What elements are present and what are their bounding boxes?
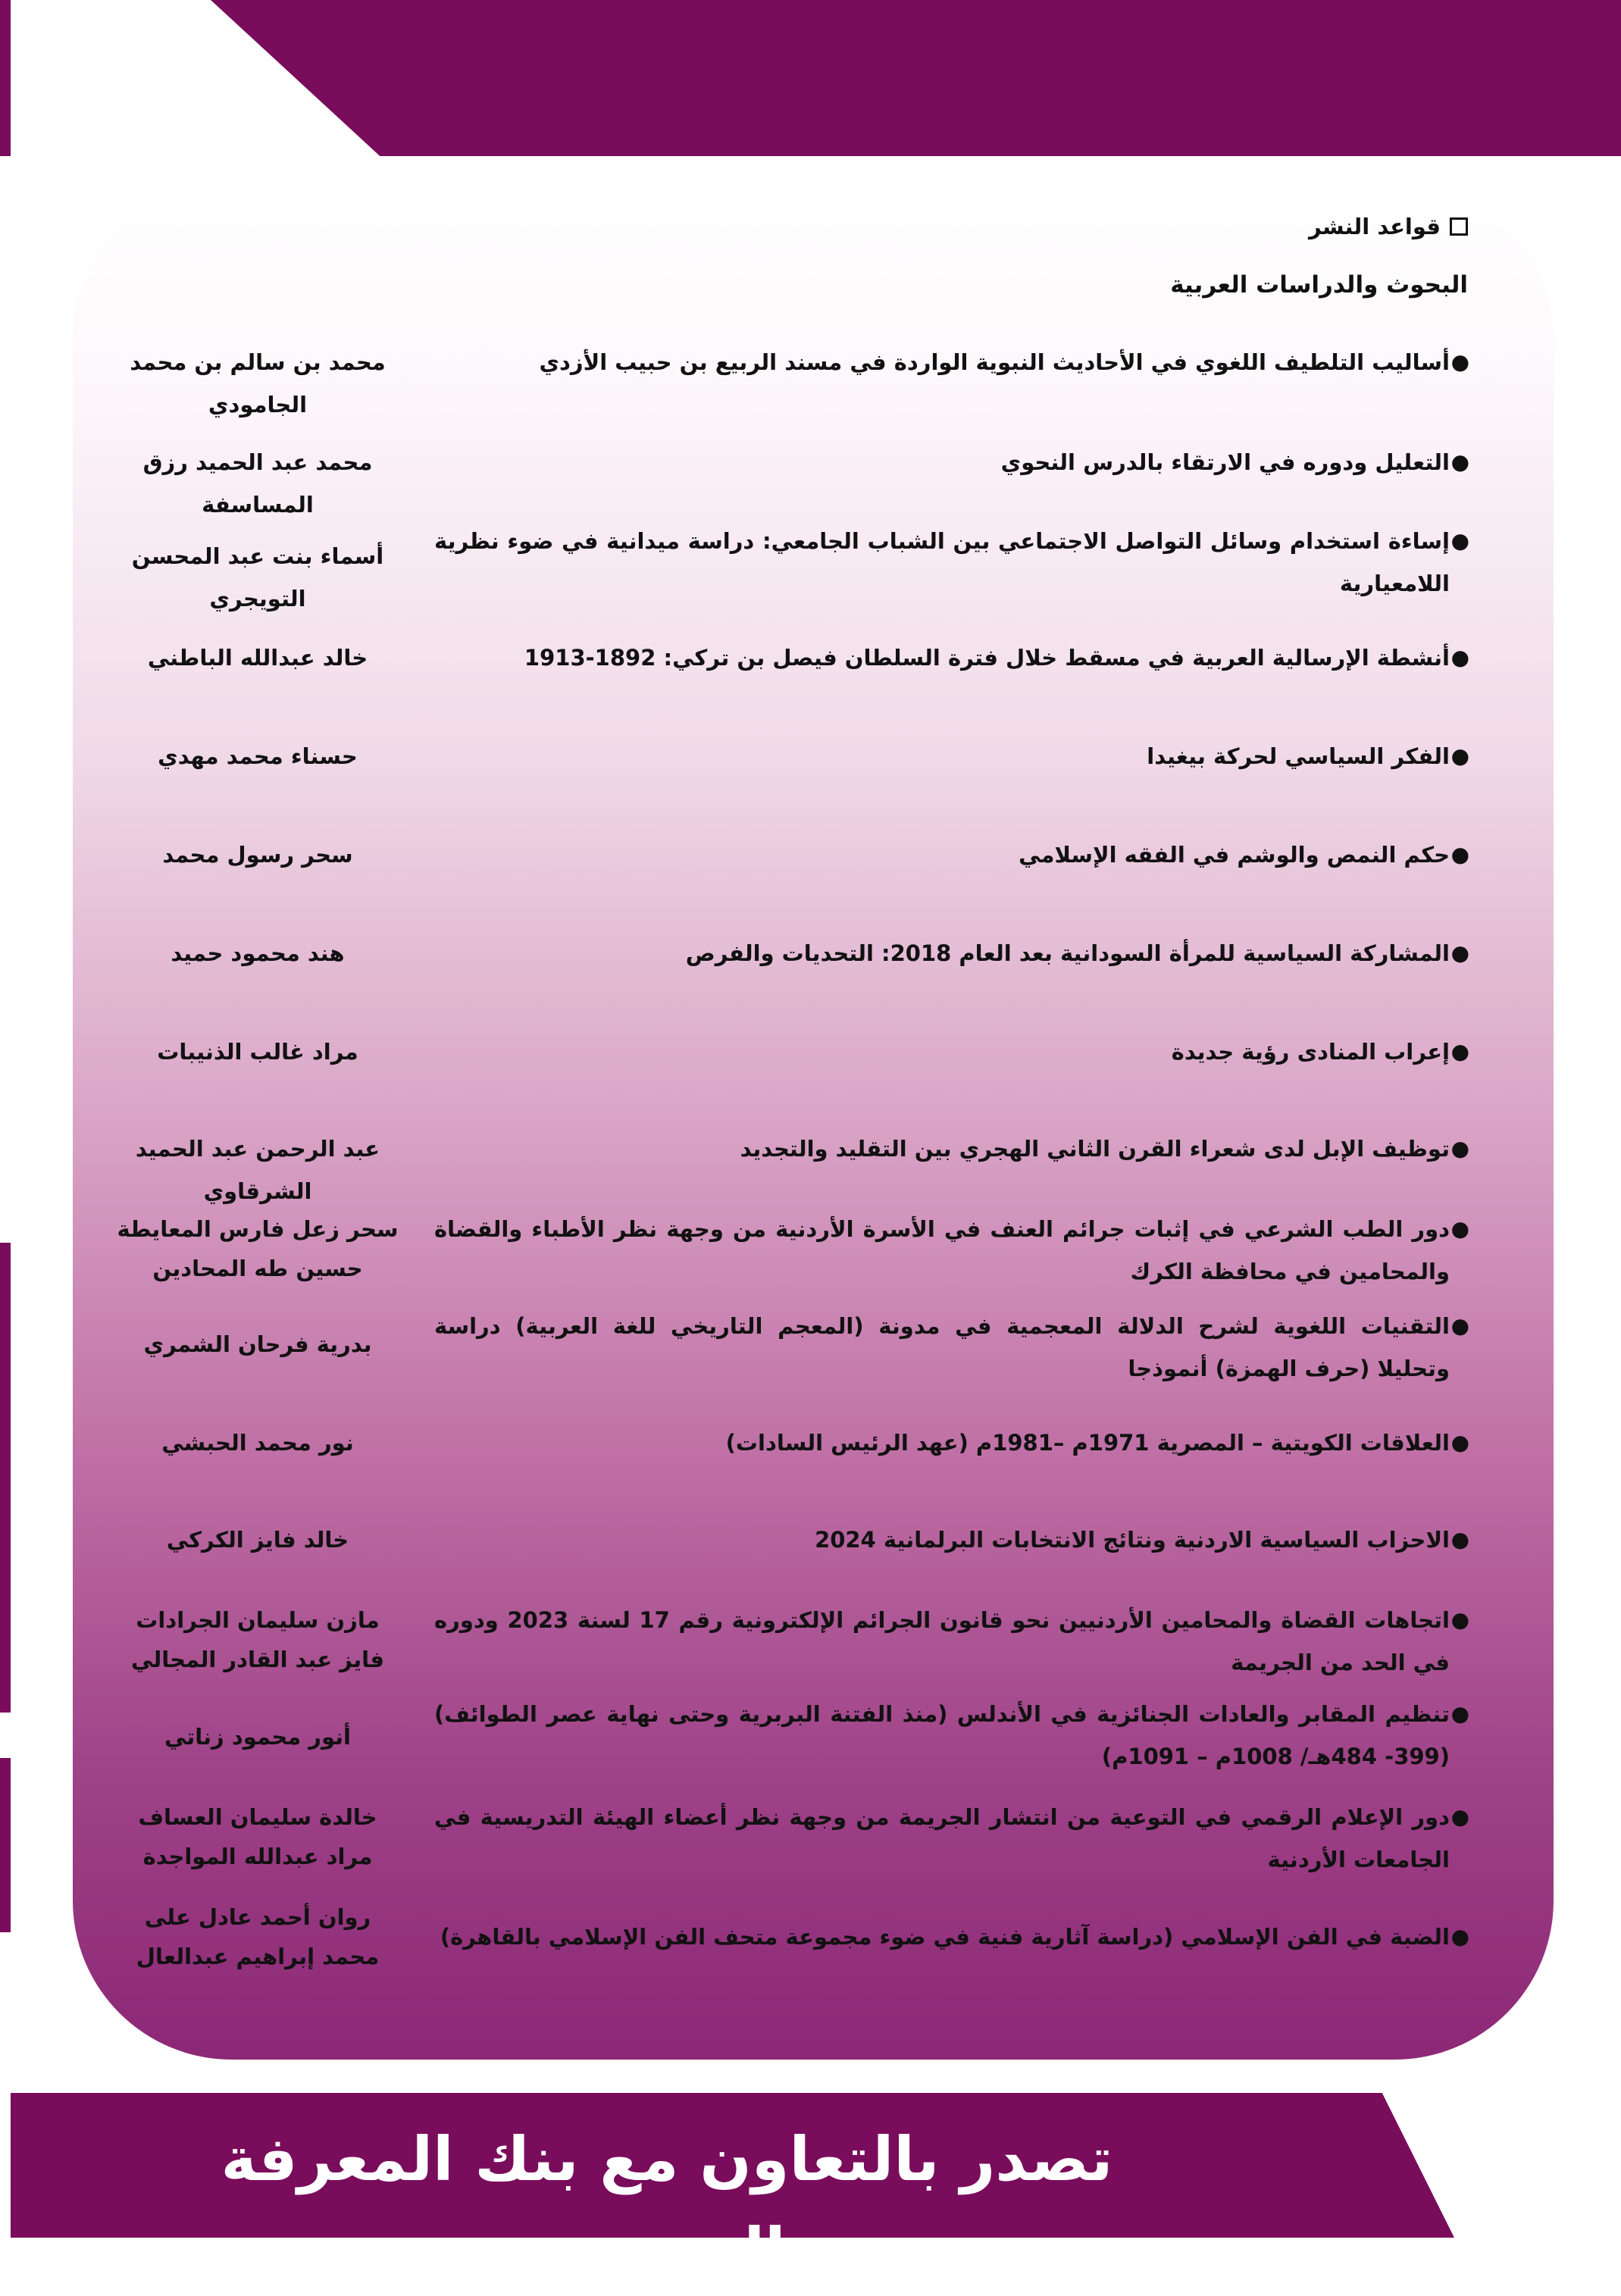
left-edge-stripe <box>0 1243 11 1713</box>
article-author: محمد بن سالم بن محمد الجامودي <box>130 349 386 418</box>
article-author: حسناء محمد مهدي <box>158 743 358 769</box>
article-title: ● الفكر السياسي لحركة بيغيدا <box>434 735 1450 777</box>
bullet-icon: ● <box>1450 645 1469 670</box>
article-author: نور محمد الحبشي <box>161 1430 354 1456</box>
article-author: روان أحمد عادل على <box>144 1904 371 1930</box>
publishing-rules-heading <box>1309 214 1468 239</box>
article-title: ● أنشطة الإرسالية العربية في مسقط خلال فترة السلطان فيصل بن تركي: 1892-1913 <box>434 637 1450 679</box>
bullet-icon: ● <box>1450 1039 1469 1064</box>
article-author: هند محمود حميد <box>171 940 345 966</box>
article-author: محمد إبراهيم عبدالعال <box>136 1944 380 1969</box>
bullet-icon: ● <box>1450 1216 1469 1241</box>
article-author: خالدة سليمان العساف <box>138 1804 377 1830</box>
bullet-icon: ● <box>1450 1924 1469 1949</box>
article-title: ● التعليل ودوره في الارتقاء بالدرس النحوي <box>434 441 1450 483</box>
footer-text: تصدر بالتعاون مع بنك المعرفة المصري <box>221 2124 1113 2285</box>
article-title: ● الاحزاب السياسية الاردنية ونتائج الانتخابات البرلمانية 2024 <box>434 1519 1450 1561</box>
article-author: بدرية فرحان الشمري <box>143 1331 372 1357</box>
article-author: خالد عبدالله الباطني <box>147 645 368 671</box>
left-edge-stripe <box>0 1758 11 1932</box>
article-author: مراد غالب الذنيبات <box>157 1039 358 1065</box>
bullet-icon: ● <box>1450 449 1469 474</box>
bullet-icon: ● <box>1450 1607 1469 1632</box>
section-title: البحوث والدراسات العربية <box>1170 271 1468 299</box>
bullet-icon: ● <box>1450 1430 1469 1455</box>
article-author: سحر رسول محمد <box>162 842 353 868</box>
article-author: أنور محمود زناتي <box>164 1724 351 1750</box>
article-author: مازن سليمان الجرادات <box>136 1607 380 1633</box>
bullet-icon: ● <box>1450 1136 1469 1161</box>
left-edge-stripe <box>0 0 11 156</box>
article-author: محمد عبد الحميد رزق المساسفة <box>142 449 373 518</box>
bullet-icon: ● <box>1450 1527 1469 1552</box>
article-title: ● الضبة في الفن الإسلامي (دراسة آثارية فنية في ضوء مجموعة متحف الفن الإسلامي بالقاهرة) <box>434 1916 1450 1958</box>
publishing-rules-label: قواعد النشر <box>1309 214 1441 239</box>
article-title: ● دور الإعلام الرقمي في التوعية من انتشار الجريمة من وجهة نظر أعضاء الهيئة التدريسية في الجامعات الأردنية <box>434 1796 1450 1881</box>
article-author: مراد عبدالله المواجدة <box>142 1844 373 1869</box>
article-title: ● المشاركة السياسية للمرأة السودانية بعد العام 2018: التحديات والفرص <box>434 932 1450 974</box>
article-author: خالد فايز الكركي <box>166 1527 349 1553</box>
bullet-icon: ● <box>1450 528 1469 553</box>
article-title: ● توظيف الإبل لدى شعراء القرن الثاني الهجري بين التقليد والتجديد <box>434 1128 1450 1170</box>
bullet-icon: ● <box>1450 349 1469 374</box>
top-banner <box>211 0 1621 156</box>
article-author: فايز عبد القادر المجالي <box>131 1647 384 1672</box>
article-title: ● التقنيات اللغوية لشرح الدلالة المعجمية في مدونة (المعجم التاريخي للغة العربية) دراسة وتحليلا (حرف الهمزة) أنموذجا <box>434 1305 1450 1390</box>
article-title: ● العلاقات الكويتية – المصرية 1971م –1981م (عهد الرئيس السادات) <box>434 1422 1450 1464</box>
article-author: سحر زعل فارس المعايطة <box>117 1216 399 1242</box>
bullet-icon: ● <box>1450 1701 1469 1726</box>
bullet-icon: ● <box>1450 1313 1469 1338</box>
article-title: ● تنظيم المقابر والعادات الجنائزية في الأندلس (منذ الفتنة البربرية وحتى نهاية عصر الطوائف) (399- 484هـ/ 1008م – 1091م) <box>434 1693 1450 1778</box>
article-title: ● إعراب المنادى رؤية جديدة <box>434 1031 1450 1073</box>
article-title: ● إساءة استخدام وسائل التواصل الاجتماعي بين الشباب الجامعي: دراسة ميدانية في ضوء نظرية اللامعيارية <box>434 520 1450 605</box>
article-title: ● اتجاهات القضاة والمحامين الأردنيين نحو قانون الجرائم الإلكترونية رقم 17 لسنة 2023 ودوره في الحد من الجريمة <box>434 1599 1450 1684</box>
article-title: ● حكم النمص والوشم في الفقه الإسلامي <box>434 834 1450 876</box>
bullet-icon: ● <box>1450 842 1469 867</box>
bullet-icon: ● <box>1450 743 1469 768</box>
article-author: أسماء بنت عبد المحسن التويجري <box>131 543 384 612</box>
checkbox-icon <box>1450 217 1468 236</box>
article-title: ● أساليب التلطيف اللغوي في الأحاديث النبوية الواردة في مسند الربيع بن حبيب الأزدي <box>434 341 1450 383</box>
bullet-icon: ● <box>1450 940 1469 965</box>
article-author: حسين طه المحادين <box>152 1256 363 1281</box>
article-author: عبد الرحمن عبد الحميد الشرقاوي <box>135 1136 380 1204</box>
bullet-icon: ● <box>1450 1804 1469 1829</box>
article-title: ● دور الطب الشرعي في إثبات جرائم العنف في الأسرة الأردنية من وجهة نظر الأطباء والقضاة والمحامين في محافظة الكرك <box>434 1208 1450 1293</box>
